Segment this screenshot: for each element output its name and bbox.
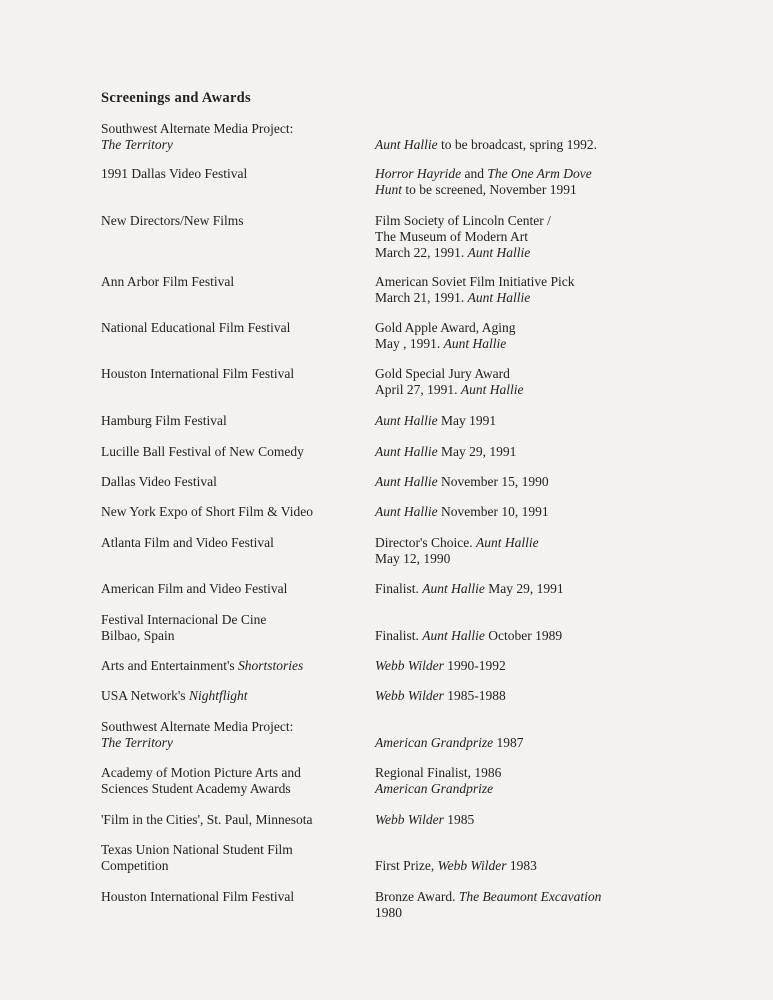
text-line: [375, 628, 755, 644]
venue-name: [101, 535, 361, 551]
text-line: [101, 781, 361, 797]
award-detail: [375, 504, 755, 520]
text-line: [101, 535, 361, 551]
award-detail: [375, 735, 755, 751]
work-title: Aunt Hallie: [375, 137, 438, 152]
work-title: Aunt Hallie: [375, 444, 438, 459]
text-line: [375, 245, 755, 261]
text-segment: 1985: [443, 812, 475, 827]
text-line: [101, 628, 361, 644]
text-line: [375, 274, 755, 290]
text-segment: November 10, 1991: [437, 504, 549, 519]
text-line: [101, 274, 361, 290]
text-line: [101, 842, 361, 858]
venue-name: [101, 719, 361, 751]
work-title: Webb Wilder: [375, 658, 444, 673]
text-segment: 1987: [493, 735, 524, 750]
venue-name: [101, 274, 361, 290]
text-segment: Houston International Film Festival: [101, 366, 295, 381]
text-line: [375, 688, 755, 704]
text-line: [101, 121, 361, 137]
venue-name: [101, 320, 361, 336]
work-title: Aunt Hallie: [375, 504, 438, 519]
text-segment: Film Society of Lincoln Center /: [375, 213, 551, 228]
work-title: Aunt Hallie: [375, 413, 438, 428]
text-line: [101, 320, 361, 336]
text-segment: Arts and Entertainment's: [101, 658, 239, 673]
text-line: [375, 504, 755, 520]
text-segment: First Prize,: [375, 858, 438, 873]
text-segment: Gold Special Jury Award: [375, 366, 510, 381]
venue-name: [101, 889, 361, 905]
award-detail: [375, 320, 755, 352]
text-line: [101, 581, 361, 597]
award-detail: [375, 765, 755, 797]
text-segment: November 15, 1990: [437, 474, 549, 489]
text-segment: American Film and Video Festival: [101, 581, 288, 596]
venue-name: [101, 842, 361, 874]
text-segment: May 12, 1990: [375, 551, 451, 566]
text-segment: Hamburg Film Festival: [101, 413, 227, 428]
text-line: [375, 535, 755, 551]
text-segment: Director's Choice.: [375, 535, 477, 550]
work-title: Aunt Hallie: [443, 336, 507, 351]
text-line: [375, 320, 755, 336]
text-line: [101, 858, 361, 874]
venue-name: [101, 121, 361, 153]
text-line: [101, 889, 361, 905]
text-line: [101, 719, 361, 735]
award-detail: [375, 137, 755, 153]
text-line: [375, 581, 755, 597]
venue-name: [101, 213, 361, 229]
text-line: [375, 858, 755, 874]
work-title: The Territory: [101, 735, 173, 750]
text-segment: Regional Finalist, 1986: [375, 765, 502, 780]
venue-name: [101, 366, 361, 382]
work-title: The One Arm Dove: [487, 166, 592, 181]
text-line: [101, 812, 361, 828]
work-title: Aunt Hallie: [422, 628, 485, 643]
work-title: Aunt Hallie: [375, 474, 438, 489]
text-line: [101, 366, 361, 382]
work-title: Aunt Hallie: [467, 290, 531, 305]
text-segment: to be broadcast, spring 1992.: [437, 137, 597, 152]
text-segment: Finalist.: [375, 581, 423, 596]
text-segment: Atlanta Film and Video Festival: [101, 535, 274, 550]
text-line: [375, 658, 755, 674]
award-detail: [375, 688, 755, 704]
text-segment: Southwest Alternate Media Project:: [101, 719, 294, 734]
text-line: [101, 474, 361, 490]
text-segment: USA Network's: [101, 688, 189, 703]
text-line: [375, 735, 755, 751]
text-line: [375, 781, 755, 797]
text-segment: and: [461, 166, 488, 181]
text-line: [375, 213, 755, 229]
text-segment: National Educational Film Festival: [101, 320, 291, 335]
venue-name: [101, 413, 361, 429]
work-title: The Territory: [101, 137, 173, 152]
work-title: Hunt: [375, 182, 402, 197]
award-detail: [375, 812, 755, 828]
text-line: [101, 213, 361, 229]
text-line: [375, 382, 755, 398]
text-segment: 1980: [375, 905, 402, 920]
award-detail: [375, 858, 755, 874]
text-segment: March 21, 1991.: [375, 290, 468, 305]
text-line: [375, 366, 755, 382]
award-detail: [375, 535, 755, 567]
award-detail: [375, 213, 755, 261]
work-title: Aunt Hallie: [460, 382, 524, 397]
venue-name: [101, 581, 361, 597]
text-segment: 1991 Dallas Video Festival: [101, 166, 248, 181]
text-segment: May 1991: [437, 413, 497, 428]
text-line: [375, 444, 755, 460]
text-segment: Finalist.: [375, 628, 423, 643]
text-line: [101, 504, 361, 520]
text-line: [375, 413, 755, 429]
venue-name: [101, 812, 361, 828]
text-segment: Ann Arbor Film Festival: [101, 274, 235, 289]
text-segment: Bilbao, Spain: [101, 628, 175, 643]
text-segment: 1985-1988: [443, 688, 506, 703]
text-segment: Academy of Motion Picture Arts and: [101, 765, 301, 780]
work-title: Webb Wilder: [375, 688, 444, 703]
text-line: [375, 290, 755, 306]
page-title: Screenings and Awards: [101, 90, 251, 106]
text-line: [101, 413, 361, 429]
text-segment: Dallas Video Festival: [101, 474, 217, 489]
text-segment: Houston International Film Festival: [101, 889, 295, 904]
text-line: [101, 765, 361, 781]
text-line: [375, 551, 755, 567]
venue-name: [101, 504, 361, 520]
award-detail: [375, 628, 755, 644]
work-title: The Beaumont Excavation: [458, 889, 602, 904]
work-title: Aunt Hallie: [476, 535, 539, 550]
text-line: [375, 182, 755, 198]
award-detail: [375, 166, 755, 198]
text-segment: Bronze Award.: [375, 889, 459, 904]
text-line: [375, 166, 755, 182]
award-detail: [375, 658, 755, 674]
work-title: Webb Wilder: [375, 812, 444, 827]
venue-name: [101, 474, 361, 490]
work-title: Nightflight: [188, 688, 248, 703]
text-segment: American Soviet Film Initiative Pick: [375, 274, 575, 289]
award-detail: [375, 366, 755, 398]
text-line: [101, 658, 361, 674]
award-detail: [375, 444, 755, 460]
venue-name: [101, 688, 361, 704]
venue-name: [101, 765, 361, 797]
text-segment: Southwest Alternate Media Project:: [101, 121, 294, 136]
venue-name: [101, 658, 361, 674]
text-line: [101, 735, 361, 751]
text-line: [375, 812, 755, 828]
text-segment: May 29, 1991: [437, 444, 517, 459]
text-segment: 'Film in the Cities', St. Paul, Minnesota: [101, 812, 313, 827]
text-segment: May , 1991.: [375, 336, 444, 351]
text-line: [375, 336, 755, 352]
text-segment: New Directors/New Films: [101, 213, 244, 228]
text-line: [375, 905, 755, 921]
text-segment: Texas Union National Student Film: [101, 842, 293, 857]
venue-name: [101, 444, 361, 460]
text-line: [101, 137, 361, 153]
text-line: [375, 474, 755, 490]
work-title: American Grandprize: [375, 735, 494, 750]
text-segment: New York Expo of Short Film & Video: [101, 504, 313, 519]
work-title: Shortstories: [238, 658, 304, 673]
work-title: Aunt Hallie: [467, 245, 531, 260]
award-detail: [375, 413, 755, 429]
text-segment: Festival Internacional De Cine: [101, 612, 267, 627]
text-segment: Sciences Student Academy Awards: [101, 781, 291, 796]
text-line: [101, 444, 361, 460]
text-segment: Lucille Ball Festival of New Comedy: [101, 444, 304, 459]
award-detail: [375, 474, 755, 490]
text-segment: to be screened, November 1991: [402, 182, 577, 197]
award-detail: [375, 889, 755, 921]
text-segment: Gold Apple Award, Aging: [375, 320, 516, 335]
text-segment: March 22, 1991.: [375, 245, 468, 260]
text-segment: May 29, 1991: [484, 581, 564, 596]
text-line: [375, 137, 755, 153]
work-title: Aunt Hallie: [422, 581, 485, 596]
venue-name: [101, 612, 361, 644]
text-segment: October 1989: [484, 628, 563, 643]
text-line: [375, 889, 755, 905]
award-detail: [375, 581, 755, 597]
text-line: [101, 612, 361, 628]
award-detail: [375, 274, 755, 306]
text-segment: The Museum of Modern Art: [375, 229, 528, 244]
text-line: [101, 166, 361, 182]
work-title: Horror Hayride: [375, 166, 462, 181]
text-segment: 1990-1992: [443, 658, 506, 673]
work-title: Webb Wilder: [437, 858, 507, 873]
venue-name: [101, 166, 361, 182]
text-line: [375, 765, 755, 781]
text-segment: Competition: [101, 858, 169, 873]
work-title: American Grandprize: [375, 781, 494, 796]
text-segment: 1983: [506, 858, 537, 873]
text-line: [101, 688, 361, 704]
text-segment: April 27, 1991.: [375, 382, 461, 397]
text-line: [375, 229, 755, 245]
